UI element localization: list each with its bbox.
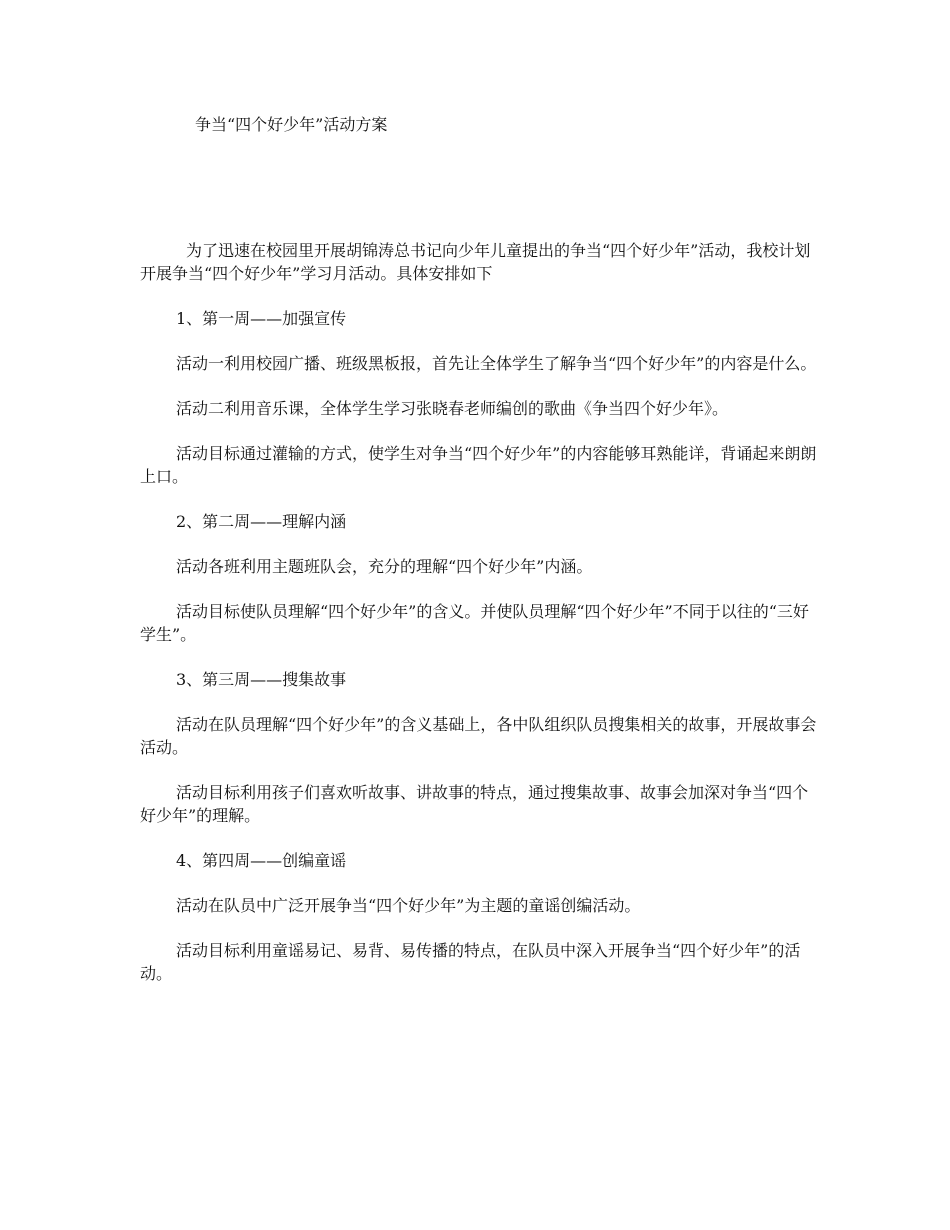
document-title: 争当“四个好少年”活动方案 <box>195 115 388 134</box>
week2-activity: 活动各班利用主题班队会，充分的理解“四个好少年”内涵。 <box>176 557 593 576</box>
week1-activity1: 活动一利用校园广播、班级黑板报，首先让全体学生了解争当“四个好少年”的内容是什么。 <box>176 354 817 373</box>
week1-goal: 活动目标通过灌输的方式，使学生对争当“四个好少年”的内容能够耳熟能详，背诵起来朗朗上口。 <box>140 444 817 486</box>
week2-heading: 2、第二周——理解内涵 <box>176 512 347 531</box>
intro-paragraph: 为了迅速在校园里开展胡锦涛总书记向少年儿童提出的争当“四个好少年”活动，我校计划开展争当“四个好少年”学习月活动。具体安排如下 <box>140 241 811 283</box>
week4-goal: 活动目标利用童谣易记、易背、易传播的特点，在队员中深入开展争当“四个好少年”的活动。 <box>140 941 801 983</box>
week1-heading: 1、第一周——加强宣传 <box>176 309 347 328</box>
week4-activity: 活动在队员中广泛开展争当“四个好少年”为主题的童谣创编活动。 <box>176 896 641 915</box>
week3-heading: 3、第三周——搜集故事 <box>176 670 347 689</box>
week3-activity: 活动在队员理解“四个好少年”的含义基础上，各中队组织队员搜集相关的故事，开展故事会活动。 <box>140 715 817 757</box>
document-body <box>140 239 820 1007</box>
week1-activity2: 活动二利用音乐课，全体学生学习张晓春老师编创的歌曲《争当四个好少年》。 <box>176 399 729 418</box>
week3-goal: 活动目标利用孩子们喜欢听故事、讲故事的特点，通过搜集故事、故事会加深对争当“四个好少年”的理解。 <box>140 783 809 825</box>
week4-heading: 4、第四周——创编童谣 <box>176 851 347 870</box>
week2-goal: 活动目标使队员理解“四个好少年”的含义。并使队员理解“四个好少年”不同于以往的“三好学生”。 <box>140 602 809 644</box>
